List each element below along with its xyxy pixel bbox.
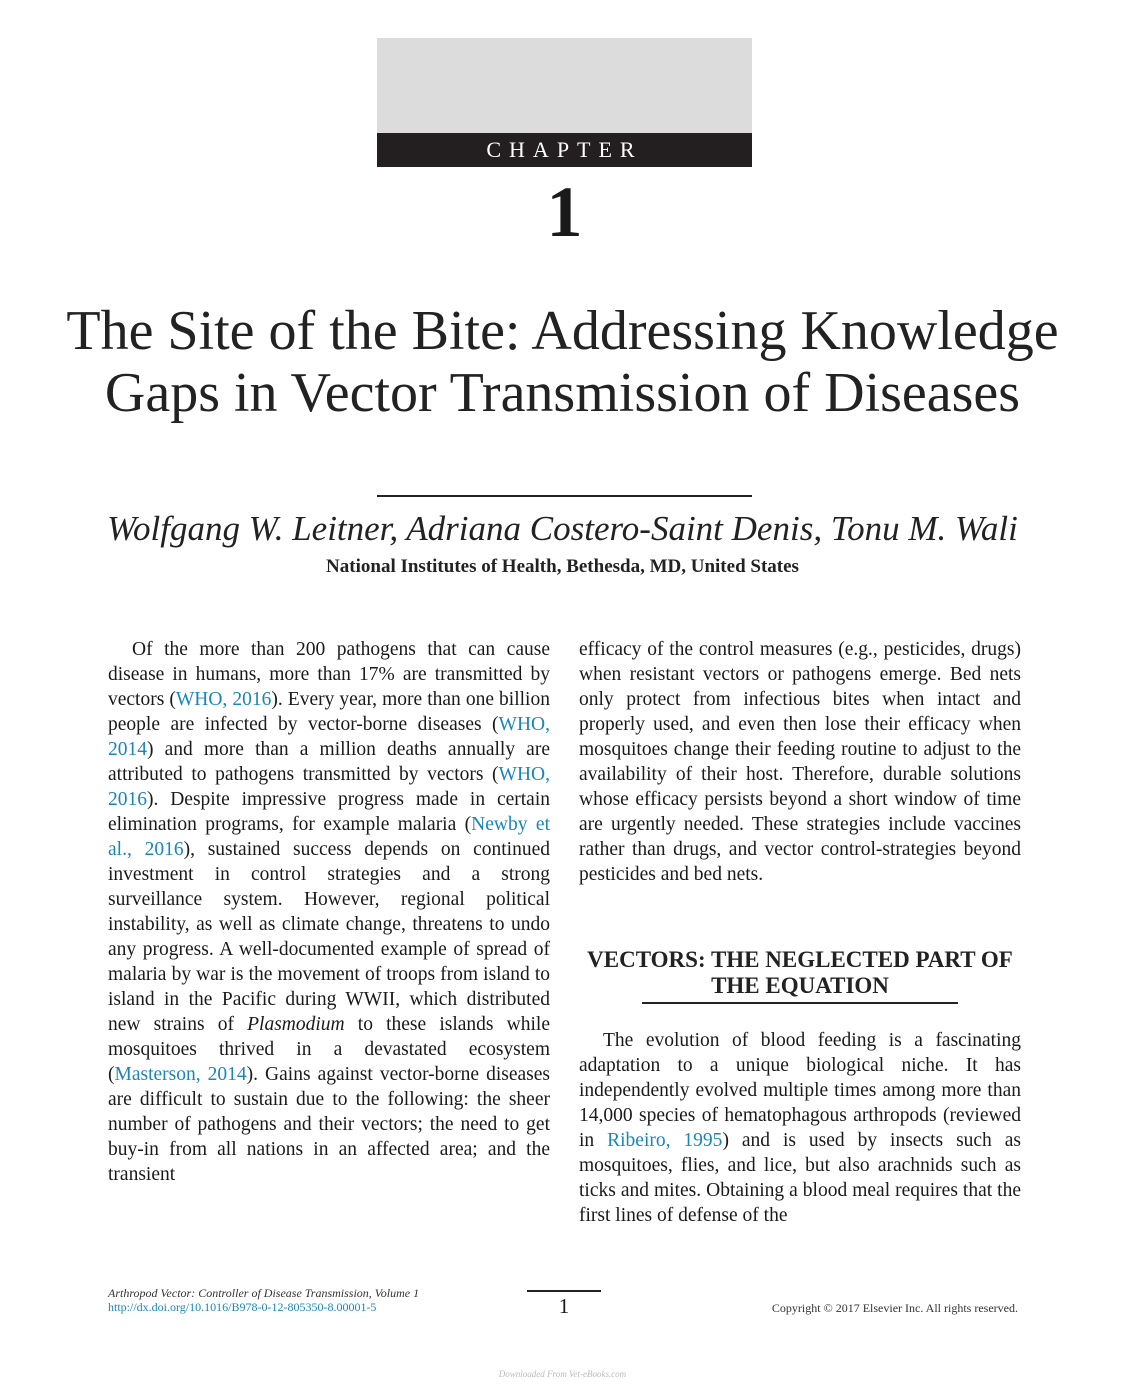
body-text: ) and is used by insects such as mosquitoes, flies, and lice, but also arachnids such as ticks and mites. Obtaining a blood meal requires that the first lines of defense of the: [579, 1130, 1021, 1226]
body-text: to these islands while mosquitoes thrived in a devastated ecosystem (: [108, 1014, 550, 1085]
doi-link[interactable]: http://dx.doi.org/10.1016/B978-0-12-805350-8.00001-5: [108, 1300, 377, 1314]
body-text: ). Gains against vector-borne diseases are difficult to sustain due to the following: the sheer number of pathogens and their vectors; the need to get buy-in from all nations in an affected area; and the transient: [108, 1064, 550, 1185]
page-number-rule: [527, 1290, 601, 1292]
page-number: 1: [558, 1294, 570, 1318]
citation-link[interactable]: Ribeiro, 1995: [607, 1130, 723, 1151]
body-text: ). Every year, more than one billion people are infected by vector-borne diseases (: [108, 689, 550, 735]
citation-link[interactable]: Masterson, 2014: [114, 1064, 247, 1085]
body-text: The evolution of blood feeding is a fascinating adaptation to a unique biological niche. It has independently evolved multiple times among more than 14,000 species of hematophagous arthropods (reviewed in: [579, 1030, 1021, 1151]
italic-term: Plasmodium: [247, 1014, 345, 1035]
body-text: ) and more than a million deaths annually are attributed to pathogens transmitted by vectors (: [108, 739, 550, 785]
citation-link[interactable]: WHO, 2016: [108, 764, 550, 810]
right-column: [579, 637, 1021, 1228]
body-text: ), sustained success depends on continued investment in control strategies and a strong surveillance system. However, regional political instability, as well as climate change, threatens to undo any progress. A well-documented example of spread of malaria by war is the movement of troops from island to island in the Pacific during WWII, which distributed new strains of: [108, 839, 551, 1035]
watermark: Downloaded From Vet-eBooks.com: [498, 1369, 627, 1379]
left-column: [108, 637, 550, 1187]
citation-link[interactable]: WHO, 2014: [108, 714, 550, 760]
chapter-number: 1: [546, 172, 583, 252]
body-text: Of the more than 200 pathogens that can cause disease in humans, more than 17% are transmitted by vectors (: [108, 639, 550, 710]
section-divider: [642, 1002, 958, 1004]
chapter-header-box: [377, 38, 752, 133]
footer-source: [108, 1286, 419, 1314]
title-divider: [377, 495, 752, 497]
authors: Wolfgang W. Leitner, Adriana Costero-Saint Denis, Tonu M. Wali: [107, 509, 1018, 548]
chapter-label: CHAPTER: [377, 133, 752, 167]
affiliation: National Institutes of Health, Bethesda, MD, United States: [326, 556, 799, 577]
body-text: ). Despite impressive progress made in certain elimination programs, for example malaria (: [108, 789, 550, 835]
section-heading: VECTORS: THE NEGLECTED PART OF THE EQUATION: [587, 947, 1013, 998]
journal-title: Arthropod Vector: Controller of Disease Transmission, Volume 1: [108, 1286, 420, 1300]
copyright: Copyright © 2017 Elsevier Inc. All rights reserved.: [771, 1301, 1018, 1315]
intro-paragraph: [108, 637, 550, 1187]
continued-paragraph: efficacy of the control measures (e.g., pesticides, drugs) when resistant vectors or pathogens emerge. Bed nets only protect from infectious bites when intact and properly used, and even then lose their efficacy when mosquitoes change their feeding routine to adjust to the availability of their host. Therefore, durable solutions whose efficacy persists beyond a short window of time are urgently needed. These strategies include vaccines rather than drugs, and vector control-strategies beyond pesticides and bed nets.: [579, 639, 1021, 885]
citation-link[interactable]: Newby et al., 2016: [108, 814, 550, 860]
citation-link[interactable]: WHO, 2016: [175, 689, 272, 710]
chapter-title: The Site of the Bite: Addressing Knowledge Gaps in Vector Transmission of Diseases: [66, 300, 1059, 424]
section-paragraph: [579, 1028, 1021, 1228]
